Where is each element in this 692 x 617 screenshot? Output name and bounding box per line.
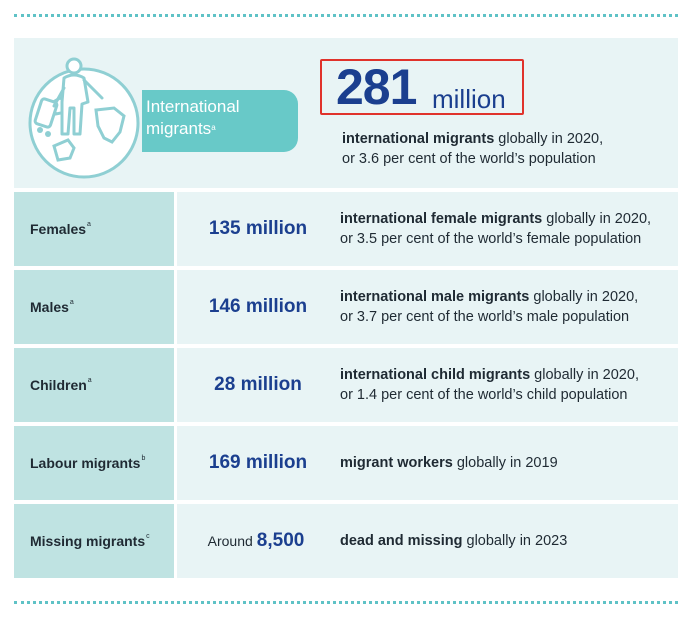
top-dotted-divider: [14, 14, 678, 17]
row-females: [14, 192, 678, 266]
badge-label: International migrants$^a$: [146, 97, 240, 138]
row-value: 135 million: [208, 218, 308, 239]
row-missing-migrants: [14, 504, 678, 578]
row-value: 28 million: [214, 374, 302, 395]
headline-description: international migrants globally in 2020, or 3.6 per cent of the world’s population: [342, 131, 604, 167]
row-description: dead and missing globally in 2023: [340, 533, 568, 549]
headline-unit: million: [432, 84, 506, 114]
row-males: [14, 270, 678, 344]
row-label: Males$^a$: [30, 299, 74, 315]
row-label: Females$^a$: [30, 221, 91, 237]
bottom-dotted-divider: [14, 601, 678, 604]
row-label: Labour migrants$^b$: [30, 455, 146, 471]
headline-panel: [14, 38, 678, 188]
row-labour-migrants: [14, 426, 678, 500]
row-description: international female migrants globally in 2020, or 3.5 per cent of the world’s female population: [340, 211, 652, 247]
migration-facts-card: [14, 38, 678, 578]
row-value: 169 million: [208, 452, 308, 473]
row-label: Children$^a$: [30, 377, 92, 393]
row-children: [14, 348, 678, 422]
row-label: Missing migrants$^c$: [30, 533, 150, 549]
row-description: international child migrants globally in 2020, or 1.4 per cent of the world’s child population: [340, 367, 639, 403]
row-description: migrant workers globally in 2019: [340, 455, 558, 471]
row-value: Around 8,500: [207, 530, 305, 551]
row-value: 146 million: [208, 296, 308, 317]
headline-number: 281: [336, 59, 417, 115]
row-description: international male migrants globally in 2020, or 3.7 per cent of the world’s male population: [340, 289, 639, 325]
globe-traveler-icon: [20, 46, 150, 181]
